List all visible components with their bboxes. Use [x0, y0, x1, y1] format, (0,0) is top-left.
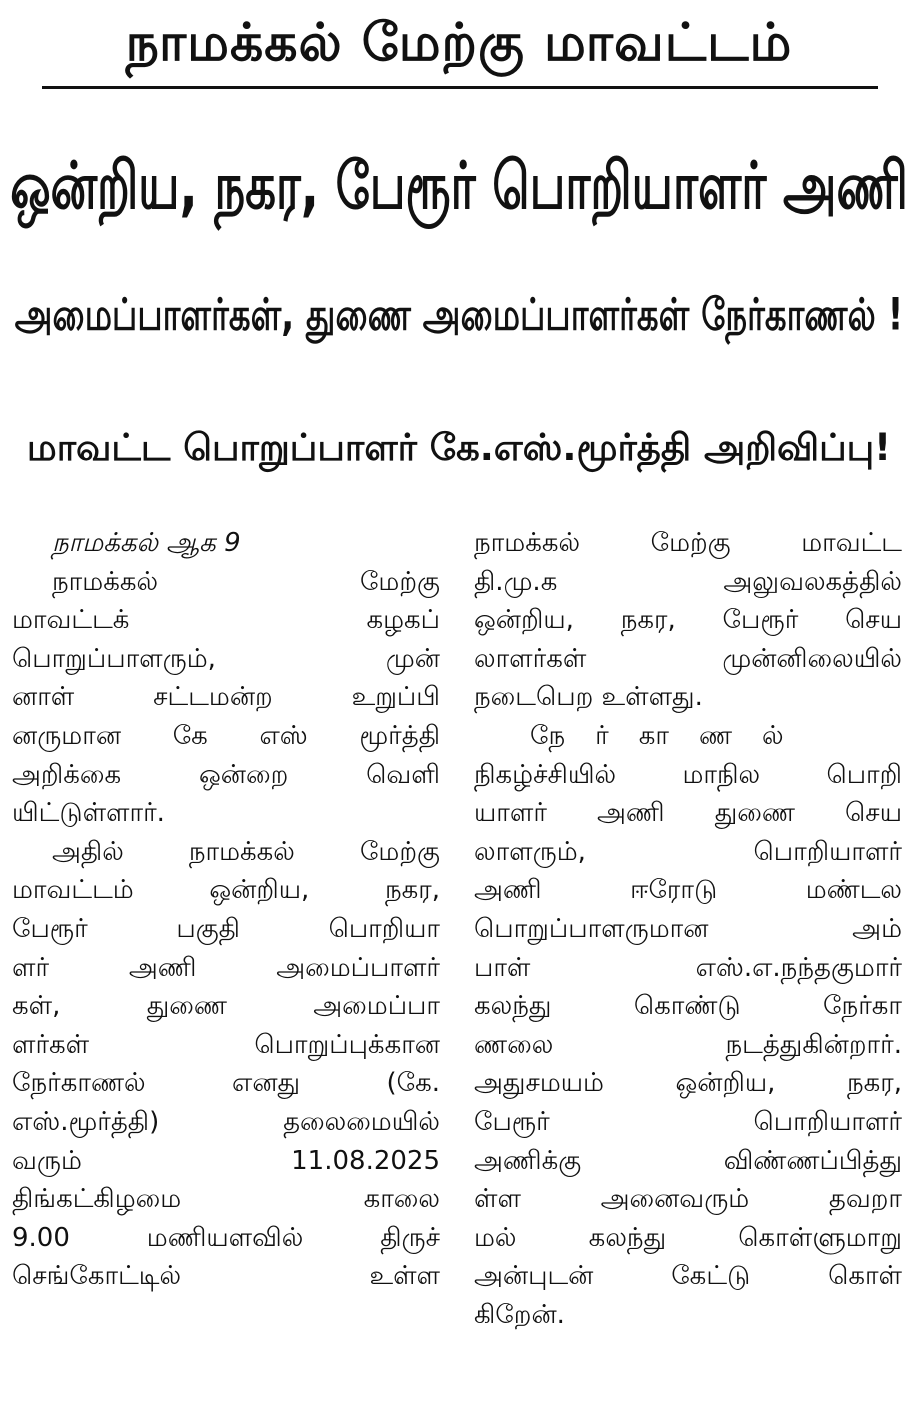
body-line: திங்கட்கிழமை காலை [12, 1184, 440, 1215]
body-line: பொறுப்பாளருமான அம் [474, 913, 902, 944]
body-line: அதில் நாமக்கல் மேற்கு [52, 836, 440, 867]
body-line: நாமக்கல் மேற்கு [52, 566, 440, 597]
body-line: பாள் எஸ்.எ.நந்தகுமார் [474, 952, 902, 983]
body-line: செங்கோட்டில் உள்ள [12, 1261, 440, 1292]
body-line: ஒன்றிய, நகர, பேரூர் செய [474, 605, 902, 636]
body-line: எஸ்.மூர்த்தி) தலைமையில் [12, 1106, 440, 1137]
article-column-right [474, 524, 902, 1334]
body-line: னருமான கே எஸ் மூர்த்தி [12, 720, 440, 751]
body-line: கள், துணை அமைப்பா [12, 991, 440, 1022]
body-line: நேர்காணல் [530, 720, 814, 751]
body-line: ணலை நடத்துகின்றார். [474, 1029, 902, 1060]
body-line: அதுசமயம் ஒன்றிய, நகர, [474, 1068, 902, 1099]
body-line: நாமக்கல் மேற்கு மாவட்ட [474, 528, 902, 558]
article-column-left [12, 524, 440, 1296]
body-line: 9.00 மணியளவில் திருச் [12, 1222, 440, 1253]
body-line: வரும் 11.08.2025 [12, 1145, 440, 1176]
body-line: மல் கலந்து கொள்ளுமாறு [474, 1222, 902, 1253]
body-line: னாள் சட்டமன்ற உறுப்பி [12, 682, 440, 713]
body-line: அணிக்கு விண்ணப்பித்து [474, 1145, 902, 1176]
body-line: கிறேன். [474, 1299, 565, 1330]
body-line: பேரூர் பகுதி பொறியா [12, 913, 440, 944]
body-line: ளர் அணி அமைப்பாளர் [12, 952, 440, 983]
body-line: மாவட்டக் கழகப் [12, 605, 440, 636]
body-line: யாளர் அணி துணை செய [474, 798, 902, 829]
body-line: லாளர்கள் முன்னிலையில் [474, 643, 902, 674]
headline-district: நாமக்கல் மேற்கு மாவட்டம் [125, 13, 793, 73]
body-line: பேரூர் பொறியாளர் [474, 1106, 902, 1137]
body-line: மாவட்டம் ஒன்றிய, நகர, [12, 875, 440, 906]
headline-rule [42, 86, 878, 89]
body-line: பொறுப்பாளரும், முன் [12, 643, 440, 674]
body-line: ள்ள அனைவரும் தவறா [474, 1184, 902, 1215]
body-line: நடைபெற உள்ளது. [474, 682, 703, 713]
body-line: கலந்து கொண்டு நேர்கா [474, 991, 902, 1022]
body-line: லாளரும், பொறியாளர் [474, 836, 902, 867]
body-line: தி.மு.க அலுவலகத்தில் [474, 566, 902, 597]
headline-wing: ஒன்றிய, நகர, பேரூர் பொறியாளர் அணி [10, 148, 908, 225]
body-line: நேர்காணல் எனது (கே. [12, 1068, 440, 1099]
body-line: யிட்டுள்ளார். [12, 798, 165, 829]
subheadline-announcement: மாவட்ட பொறுப்பாளர் கே.எஸ்.மூர்த்தி அறிவிப்பு! [26, 426, 892, 469]
dateline: நாமக்கல் ஆக 9 [52, 528, 241, 558]
body-line: அறிக்கை ஒன்றை வெளி [12, 759, 440, 790]
body-line: ளர்கள் பொறுப்புக்கான [12, 1029, 440, 1060]
headline-interview: அமைப்பாளர்கள், துணை அமைப்பாளர்கள் நேர்காணல் ! [14, 289, 904, 342]
body-line: அன்புடன் கேட்டு கொள் [474, 1261, 902, 1292]
body-line: நிகழ்ச்சியில் மாநில பொறி [474, 759, 902, 790]
body-line: அணி ஈரோடு மண்டல [474, 875, 902, 906]
